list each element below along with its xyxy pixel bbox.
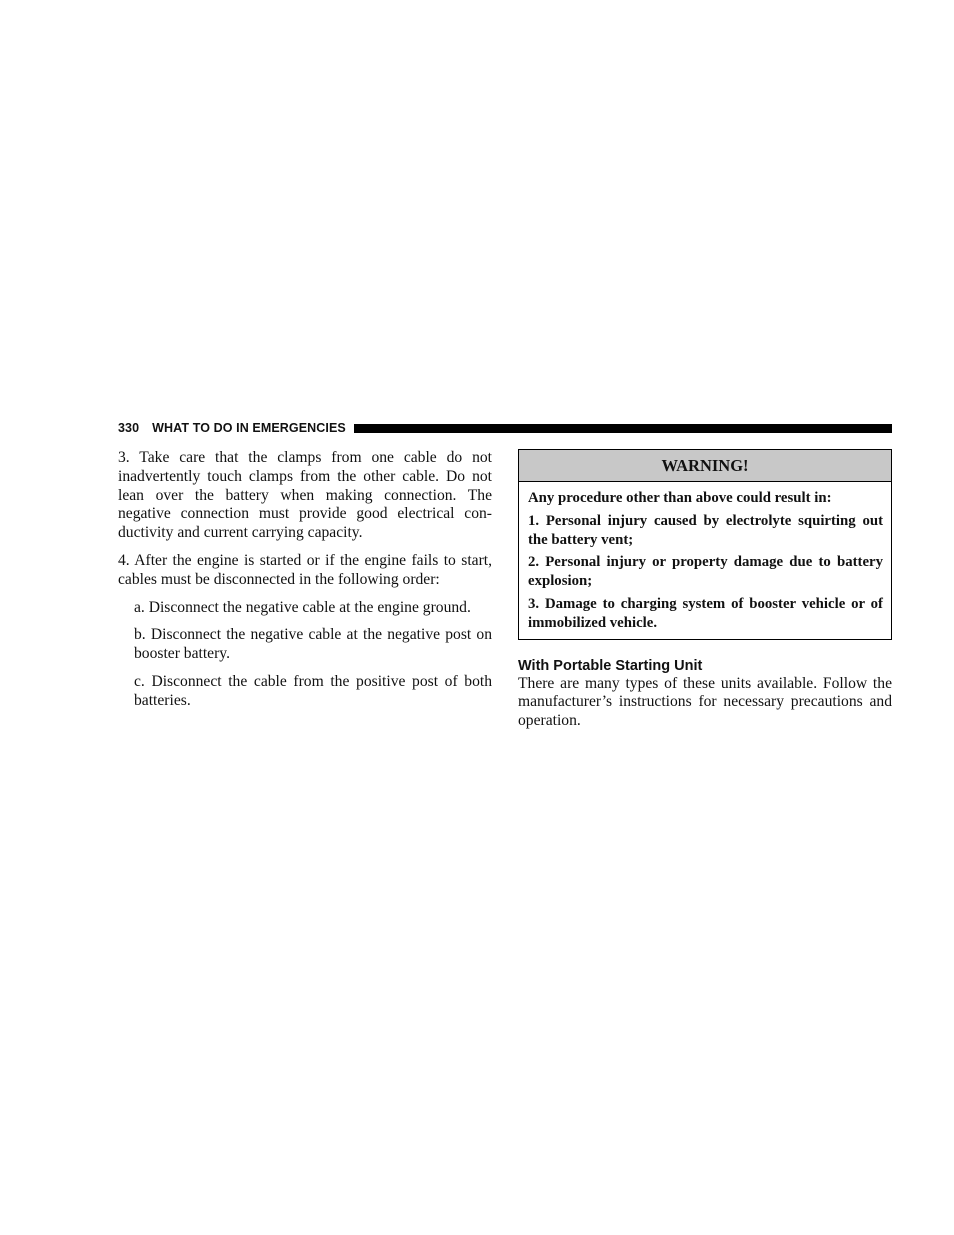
warning-box bbox=[518, 449, 892, 640]
warning-item-3: 3. Damage to charging system of booster vehicle or of immobilized vehicle. bbox=[528, 595, 883, 631]
warning-item-1: 1. Personal injury caused by electrolyte squirting out the battery vent; bbox=[528, 512, 883, 548]
warning-item-2: 2. Personal injury or property damage due to battery explosion; bbox=[528, 554, 883, 590]
sub-item-a: a. Disconnect the negative cable at the engine ground. bbox=[134, 598, 471, 616]
section-title: WHAT TO DO IN EMERGENCIES bbox=[152, 421, 346, 435]
page-header bbox=[118, 418, 892, 438]
warning-body bbox=[519, 482, 891, 639]
warning-intro: Any procedure other than above could result in: bbox=[528, 490, 832, 506]
warning-title: WARNING! bbox=[519, 450, 891, 482]
portable-unit-body: There are many types of these units available. Follow the manufacturer’s instructions for necessary precautions and operation. bbox=[518, 674, 892, 730]
left-column bbox=[118, 449, 492, 720]
sub-item-b: b. Disconnect the negative cable at the negative post on booster battery. bbox=[134, 626, 492, 663]
paragraph-step-4: 4. After the engine is started or if the engine fails to start, cables must be disconnected in the following order: bbox=[118, 551, 492, 588]
sub-item-c: c. Disconnect the cable from the positive post of both batteries. bbox=[134, 672, 492, 709]
portable-unit-heading: With Portable Starting Unit bbox=[518, 657, 703, 674]
paragraph-step-3: 3. Take care that the clamps from one cable do not inadvertently touch clamps from the other cable. Do not lean over the battery when making connection. The negative connection must provide good electrical con-ductivity and current carrying capacity. bbox=[118, 449, 492, 542]
header-rule bbox=[354, 424, 892, 433]
page-number: 330 bbox=[118, 421, 140, 435]
right-column bbox=[518, 449, 892, 740]
